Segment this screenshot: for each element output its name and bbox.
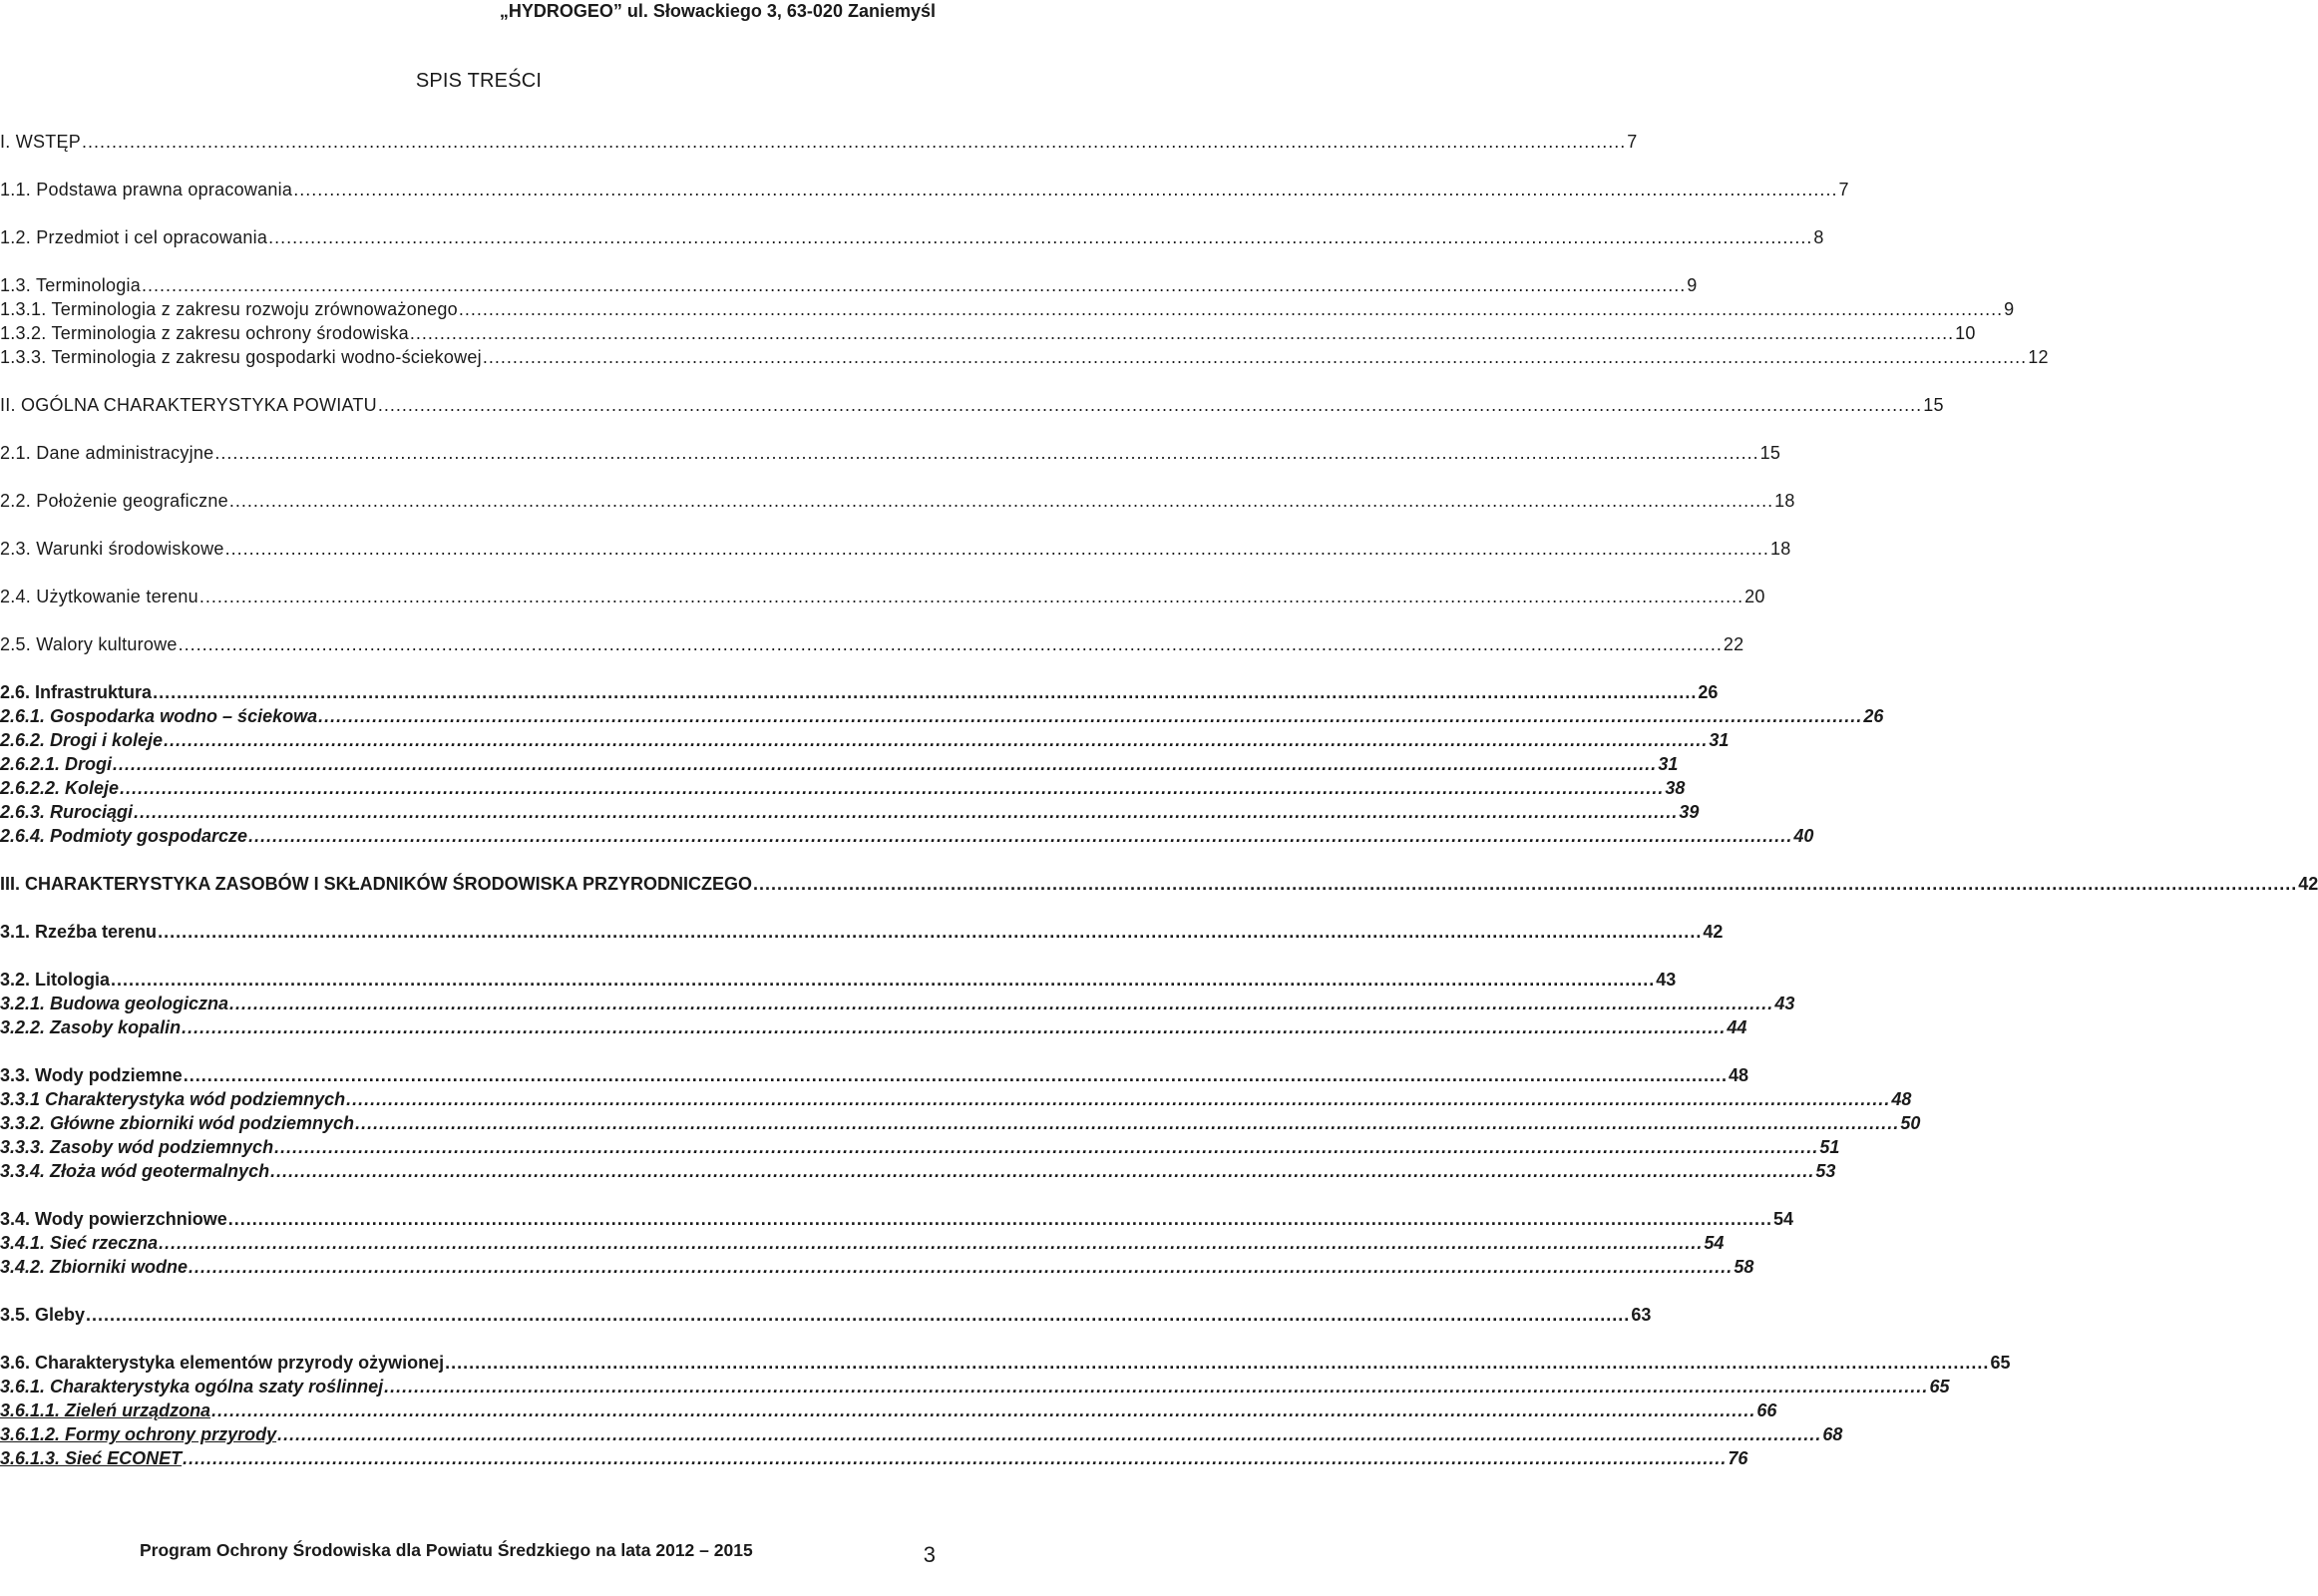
toc-entry-title: 3.4.2. Zbiorniki wodne	[0, 1257, 189, 1277]
toc-entry[interactable]	[0, 132, 1638, 153]
toc-entry-title: 3.3. Wody podziemne	[0, 1065, 183, 1085]
toc-entry-title: 2.6.2.2. Koleje	[0, 778, 120, 798]
toc-entry-title: 2.2. Położenie geograficzne	[0, 491, 228, 511]
toc-entry[interactable]	[0, 802, 1700, 823]
toc-entry[interactable]	[0, 1257, 1754, 1278]
toc-page-number: 26	[1863, 706, 1884, 726]
toc-leader-dots: ..................................................................................................................................................................................................................................................................	[142, 275, 1687, 295]
toc-leader-dots: ..................................................................................................................................................................................................................................................................	[229, 994, 1774, 1013]
toc-entry[interactable]	[0, 706, 1884, 727]
toc-leader-dots: ..................................................................................................................................................................................................................................................................	[753, 874, 2298, 894]
toc-page-number: 15	[1923, 395, 1944, 415]
toc-leader-dots: ..................................................................................................................................................................................................................................................................	[164, 730, 1709, 750]
toc-leader-dots: ..................................................................................................................................................................................................................................................................	[86, 1305, 1631, 1325]
toc-entry-title: 3.1. Rzeźba terenu	[0, 922, 158, 942]
toc-leader-dots: ..................................................................................................................................................................................................................................................................	[113, 754, 1658, 774]
toc-leader-dots: ..................................................................................................................................................................................................................................................................	[224, 539, 1769, 559]
toc-page-number: 7	[1627, 132, 1638, 152]
toc-entry-title: 2.6.4. Podmioty gospodarcze	[0, 826, 248, 846]
toc-entry[interactable]	[0, 587, 1765, 607]
toc-page-number: 18	[1774, 491, 1795, 511]
toc-entry-title: 3.6.1. Charakterystyka ogólna szaty roślinnej	[0, 1377, 384, 1396]
toc-entry-title: I. WSTĘP	[0, 132, 82, 152]
toc-entry[interactable]	[0, 1137, 1840, 1158]
toc-entry[interactable]	[0, 682, 1719, 703]
toc-page-number: 65	[1929, 1377, 1950, 1396]
toc-leader-dots: ..................................................................................................................................................................................................................................................................	[111, 970, 1656, 990]
toc-entry-title: 2.6.1. Gospodarka wodno – ściekowa	[0, 706, 318, 726]
toc-page-number: 18	[1769, 539, 1791, 559]
toc-entry-title: 3.3.4. Złoża wód geotermalnych	[0, 1161, 270, 1181]
toc-entry[interactable]	[0, 730, 1730, 751]
toc-entry-title: 3.4. Wody powierzchniowe	[0, 1209, 227, 1229]
toc-entry[interactable]	[0, 1209, 1794, 1230]
toc-leader-dots: ..................................................................................................................................................................................................................................................................	[182, 1017, 1727, 1037]
toc-entry-title: 3.3.2. Główne zbiorniki wód podziemnych	[0, 1113, 355, 1133]
toc-leader-dots: ..................................................................................................................................................................................................................................................................	[445, 1353, 1990, 1373]
toc-page-number: 54	[1772, 1209, 1794, 1229]
toc-entry[interactable]	[0, 634, 1744, 655]
toc-page-number: 48	[1891, 1089, 1912, 1109]
toc-entry-title: 2.6.2.1. Drogi	[0, 754, 113, 774]
toc-leader-dots: ..................................................................................................................................................................................................................................................................	[198, 587, 1744, 606]
toc-page-number: 66	[1756, 1400, 1777, 1420]
toc-leader-dots: ..................................................................................................................................................................................................................................................................	[189, 1257, 1734, 1277]
toc-entry[interactable]	[0, 1448, 1748, 1469]
toc-leader-dots: ..................................................................................................................................................................................................................................................................	[134, 802, 1679, 822]
toc-page-number: 10	[1955, 323, 1976, 343]
toc-page-number: 12	[2028, 347, 2049, 367]
toc-entry-title: 1.3.3. Terminologia z zakresu gospodarki wodno-ściekowej	[0, 347, 482, 367]
toc-entry-title: III. CHARAKTERYSTYKA ZASOBÓW I SKŁADNIKÓW ŚRODOWISKA PRZYRODNICZEGO	[0, 874, 752, 894]
toc-page-number: 54	[1704, 1233, 1725, 1253]
toc-entry[interactable]	[0, 754, 1679, 775]
toc-entry-title: II. OGÓLNA CHARAKTERYSTYKA POWIATU	[0, 395, 377, 415]
toc-leader-dots: ..................................................................................................................................................................................................................................................................	[120, 778, 1665, 798]
toc-leader-dots: ..................................................................................................................................................................................................................................................................	[482, 347, 2028, 367]
toc-entry-title: 3.2. Litologia	[0, 970, 111, 990]
page-footer: Program Ochrony Środowiska dla Powiatu Średzkiego na lata 2012 – 2015	[140, 1540, 753, 1560]
toc-entry-title: 2.3. Warunki środowiskowe	[0, 539, 224, 559]
toc-entry[interactable]	[0, 539, 1791, 560]
toc-page-number: 31	[1709, 730, 1730, 750]
toc-entry[interactable]	[0, 443, 1781, 464]
toc-page-number: 15	[1759, 443, 1781, 463]
toc-entry-title: 2.6. Infrastruktura	[0, 682, 153, 702]
toc-entry[interactable]	[0, 1233, 1725, 1254]
toc-entry[interactable]	[0, 1017, 1747, 1038]
toc-page-number: 31	[1658, 754, 1679, 774]
toc-entry[interactable]	[0, 491, 1795, 512]
toc-leader-dots: ..................................................................................................................................................................................................................................................................	[178, 634, 1723, 654]
toc-entry-title: 3.2.1. Budowa geologiczna	[0, 994, 229, 1013]
toc-entry[interactable]	[0, 826, 1814, 847]
page-number: 3	[923, 1542, 936, 1567]
toc-entry[interactable]	[0, 180, 1849, 200]
toc-entry-title: 3.3.1 Charakterystyka wód podziemnych	[0, 1089, 346, 1109]
toc-leader-dots: ..................................................................................................................................................................................................................................................................	[183, 1065, 1728, 1085]
toc-entry[interactable]	[0, 395, 1944, 416]
toc-entry-title: 3.6.1.3. Sieć ECONET	[0, 1448, 183, 1468]
page-header: „HYDROGEO” ul. Słowackiego 3, 63-020 Zaniemyśl	[499, 1, 936, 21]
toc-leader-dots: ..................................................................................................................................................................................................................................................................	[214, 443, 1759, 463]
toc-leader-dots: ..................................................................................................................................................................................................................................................................	[318, 706, 1863, 726]
toc-entry[interactable]	[0, 922, 1724, 943]
toc-entry-title: 3.4.1. Sieć rzeczna	[0, 1233, 159, 1253]
toc-entry[interactable]	[0, 1089, 1912, 1110]
toc-entry[interactable]	[0, 1161, 1836, 1182]
toc-page-number: 65	[1990, 1353, 2011, 1373]
toc-leader-dots: ..................................................................................................................................................................................................................................................................	[159, 1233, 1704, 1253]
toc-page-number: 7	[1838, 180, 1849, 200]
toc-entry-title: 3.6.1.2. Formy ochrony przyrody	[0, 1424, 277, 1444]
toc-entry-title: 3.2.2. Zasoby kopalin	[0, 1017, 182, 1037]
toc-leader-dots: ..................................................................................................................................................................................................................................................................	[377, 395, 1923, 415]
toc-page-number: 9	[2004, 299, 2015, 319]
toc-page-number: 42	[1703, 922, 1724, 942]
toc-leader-dots: ..................................................................................................................................................................................................................................................................	[293, 180, 1838, 200]
toc-page-number: 48	[1728, 1065, 1748, 1085]
toc-page-number: 76	[1728, 1448, 1748, 1468]
toc-entry-title: 3.6.1.1. Zieleń urządzona	[0, 1400, 211, 1420]
page-title: SPIS TREŚCI	[415, 70, 543, 92]
toc-leader-dots: ..................................................................................................................................................................................................................................................................	[274, 1137, 1819, 1157]
toc-leader-dots: ..................................................................................................................................................................................................................................................................	[409, 323, 1955, 343]
toc-page-number: 9	[1687, 275, 1698, 295]
toc-leader-dots: ..................................................................................................................................................................................................................................................................	[158, 922, 1703, 942]
toc-entry[interactable]	[0, 1400, 1777, 1421]
toc-entry-title: 3.3.3. Zasoby wód podziemnych	[0, 1137, 274, 1157]
toc-leader-dots: ..................................................................................................................................................................................................................................................................	[183, 1448, 1728, 1468]
toc-entry-title: 1.2. Przedmiot i cel opracowania	[0, 227, 268, 247]
toc-leader-dots: ..................................................................................................................................................................................................................................................................	[227, 1209, 1772, 1229]
toc-entry-title: 3.6. Charakterystyka elementów przyrody ożywionej	[0, 1353, 445, 1373]
toc-entry-title: 3.5. Gleby	[0, 1305, 86, 1325]
toc-page-number: 51	[1819, 1137, 1840, 1157]
toc-leader-dots: ..................................................................................................................................................................................................................................................................	[228, 491, 1774, 511]
toc-page-number: 22	[1723, 634, 1744, 654]
toc-leader-dots: ..................................................................................................................................................................................................................................................................	[268, 227, 1813, 247]
toc-leader-dots: ..................................................................................................................................................................................................................................................................	[248, 826, 1793, 846]
toc-page-number: 50	[1900, 1113, 1921, 1133]
toc-entry-title: 1.3.2. Terminologia z zakresu ochrony środowiska	[0, 323, 409, 343]
toc-leader-dots: ..................................................................................................................................................................................................................................................................	[211, 1400, 1756, 1420]
toc-entry[interactable]	[0, 1424, 1843, 1445]
toc-leader-dots: ..................................................................................................................................................................................................................................................................	[82, 132, 1627, 152]
toc-entry[interactable]	[0, 1353, 2011, 1374]
toc-leader-dots: ..................................................................................................................................................................................................................................................................	[270, 1161, 1815, 1181]
toc-entry[interactable]	[0, 323, 1976, 344]
toc-leader-dots: ..................................................................................................................................................................................................................................................................	[384, 1377, 1929, 1396]
toc-entry-title: 2.4. Użytkowanie terenu	[0, 587, 198, 606]
toc-page-number: 43	[1774, 994, 1795, 1013]
toc-leader-dots: ..................................................................................................................................................................................................................................................................	[277, 1424, 1822, 1444]
toc-page-number: 58	[1734, 1257, 1754, 1277]
toc-leader-dots: ..................................................................................................................................................................................................................................................................	[153, 682, 1698, 702]
toc-page-number: 68	[1822, 1424, 1843, 1444]
toc-leader-dots: ..................................................................................................................................................................................................................................................................	[355, 1113, 1900, 1133]
toc-entry-title: 1.3. Terminologia	[0, 275, 141, 295]
toc-entry-title: 2.6.3. Rurociągi	[0, 802, 134, 822]
toc-entry-title: 2.6.2. Drogi i koleje	[0, 730, 164, 750]
toc-entry[interactable]	[0, 1113, 1921, 1134]
toc-leader-dots: ..................................................................................................................................................................................................................................................................	[346, 1089, 1891, 1109]
toc-entry[interactable]	[0, 1065, 1748, 1086]
toc-entry[interactable]	[0, 970, 1677, 991]
toc-page-number: 42	[2298, 874, 2318, 894]
toc-entry[interactable]	[0, 778, 1686, 799]
toc-entry-title: 2.1. Dane administracyjne	[0, 443, 214, 463]
toc-page-number: 20	[1744, 587, 1765, 606]
toc-page-number: 26	[1698, 682, 1719, 702]
toc-page-number: 40	[1793, 826, 1814, 846]
toc-page-number: 43	[1656, 970, 1677, 990]
toc-entry[interactable]	[0, 227, 1824, 248]
toc-page-number: 44	[1727, 1017, 1747, 1037]
toc-entry[interactable]	[0, 1377, 1950, 1397]
toc-entry[interactable]	[0, 299, 2015, 320]
toc-entry[interactable]	[0, 347, 2049, 368]
toc-entry[interactable]	[0, 1305, 1652, 1326]
toc-page-number: 39	[1679, 802, 1700, 822]
toc-page-number: 53	[1815, 1161, 1836, 1181]
toc-page-number: 8	[1813, 227, 1824, 247]
toc-entry[interactable]	[0, 874, 2318, 895]
toc-page-number: 63	[1631, 1305, 1652, 1325]
toc-entry-title: 2.5. Walory kulturowe	[0, 634, 178, 654]
toc-entry-title: 1.1. Podstawa prawna opracowania	[0, 180, 293, 200]
toc-entry-title: 1.3.1. Terminologia z zakresu rozwoju zrównoważonego	[0, 299, 458, 319]
toc-leader-dots: ..................................................................................................................................................................................................................................................................	[458, 299, 2004, 319]
toc-entry[interactable]	[0, 275, 1698, 296]
toc-entry[interactable]	[0, 994, 1795, 1014]
toc-page-number: 38	[1665, 778, 1686, 798]
